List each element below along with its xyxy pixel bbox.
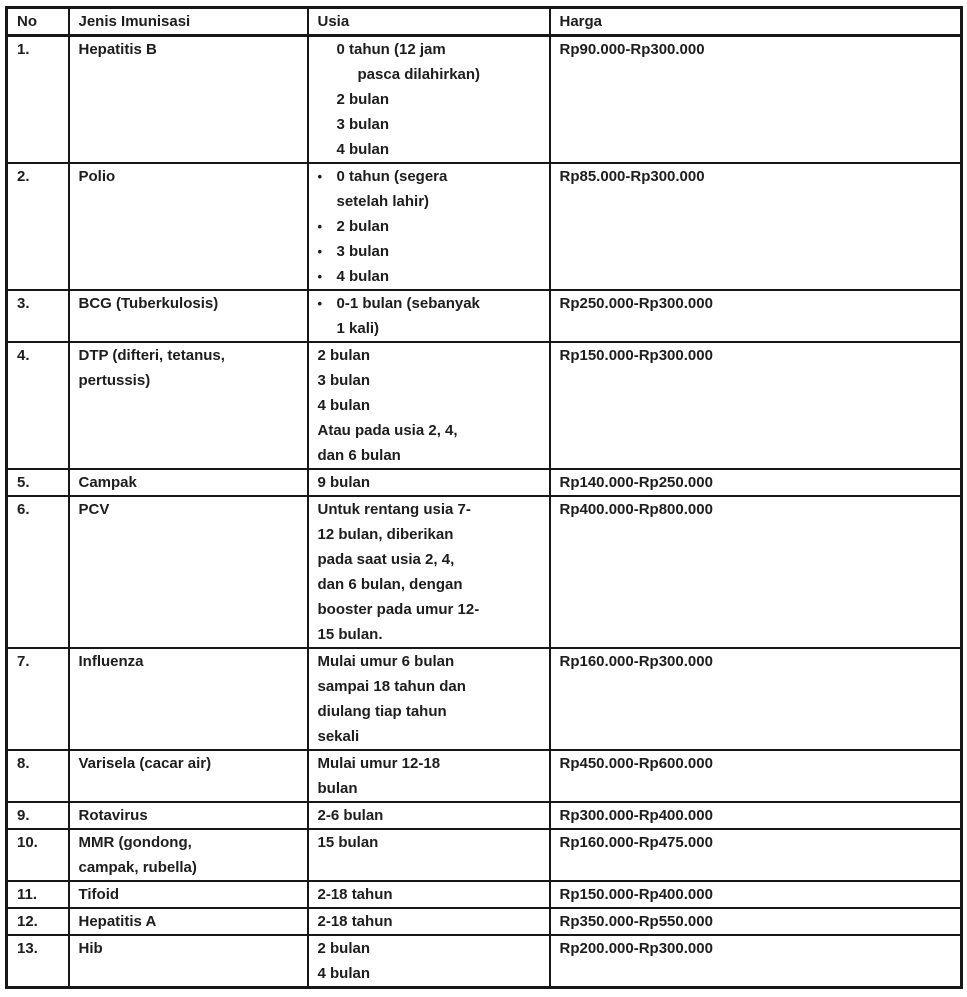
cell-harga: Rp350.000-Rp550.000 bbox=[550, 908, 962, 935]
jenis-line: pertussis) bbox=[78, 372, 151, 389]
cell-usia bbox=[308, 829, 550, 881]
usia-line: 2-18 tahun bbox=[317, 913, 393, 930]
cell-jenis bbox=[69, 469, 308, 496]
cell-no: 11. bbox=[7, 881, 69, 908]
jenis-line: MMR (gondong, bbox=[78, 834, 192, 851]
table-row bbox=[7, 36, 962, 164]
cell-jenis bbox=[69, 802, 308, 829]
cell-no: 1. bbox=[7, 36, 69, 164]
usia-line: 2 bulan bbox=[317, 940, 371, 957]
cell-harga: Rp300.000-Rp400.000 bbox=[550, 802, 962, 829]
column-header-usia: Usia bbox=[308, 8, 550, 36]
usia-text: 0 tahun (segera bbox=[336, 168, 448, 185]
cell-harga: Rp160.000-Rp475.000 bbox=[550, 829, 962, 881]
bullet-icon: • bbox=[317, 244, 323, 259]
usia-line: diulang tiap tahun bbox=[317, 703, 447, 720]
cell-no: 5. bbox=[7, 469, 69, 496]
usia-line: Mulai umur 6 bulan bbox=[317, 653, 455, 670]
usia-line: Mulai umur 12-18 bbox=[317, 755, 441, 772]
column-header-no: No bbox=[7, 8, 69, 36]
usia-line bbox=[318, 291, 544, 316]
jenis-line: campak, rubella) bbox=[78, 859, 197, 876]
cell-usia bbox=[308, 342, 550, 469]
jenis-line: Hib bbox=[78, 940, 103, 957]
usia-line: 2 bulan bbox=[336, 91, 390, 108]
cell-harga: Rp160.000-Rp300.000 bbox=[550, 648, 962, 750]
usia-line: 2 bulan bbox=[317, 347, 371, 364]
cell-harga: Rp450.000-Rp600.000 bbox=[550, 750, 962, 802]
usia-line: 3 bulan bbox=[317, 372, 371, 389]
bullet-icon: • bbox=[317, 169, 323, 184]
table-row bbox=[7, 935, 962, 988]
bullet-icon: • bbox=[317, 296, 323, 311]
jenis-line: Rotavirus bbox=[78, 807, 148, 824]
table-row bbox=[7, 829, 962, 881]
usia-line: 0 tahun (12 jam bbox=[336, 41, 446, 58]
cell-harga: Rp140.000-Rp250.000 bbox=[550, 469, 962, 496]
usia-line: 15 bulan bbox=[317, 834, 379, 851]
table-row bbox=[7, 802, 962, 829]
cell-usia bbox=[308, 163, 550, 290]
usia-line: pasca dilahirkan) bbox=[357, 66, 481, 83]
table-body bbox=[7, 36, 962, 988]
cell-jenis bbox=[69, 496, 308, 648]
cell-no: 9. bbox=[7, 802, 69, 829]
cell-usia bbox=[308, 496, 550, 648]
usia-line: bulan bbox=[317, 780, 358, 797]
cell-usia bbox=[308, 36, 550, 164]
cell-no: 10. bbox=[7, 829, 69, 881]
usia-line: dan 6 bulan bbox=[317, 447, 401, 464]
usia-line: Untuk rentang usia 7- bbox=[317, 501, 471, 518]
table-row bbox=[7, 881, 962, 908]
cell-harga: Rp250.000-Rp300.000 bbox=[550, 290, 962, 342]
usia-text: 3 bulan bbox=[336, 243, 390, 260]
cell-jenis bbox=[69, 750, 308, 802]
cell-harga: Rp400.000-Rp800.000 bbox=[550, 496, 962, 648]
cell-no: 8. bbox=[7, 750, 69, 802]
usia-line: 3 bulan bbox=[336, 116, 390, 133]
cell-no: 2. bbox=[7, 163, 69, 290]
usia-line bbox=[318, 264, 544, 289]
table-row bbox=[7, 648, 962, 750]
usia-line: 4 bulan bbox=[336, 141, 390, 158]
cell-no: 3. bbox=[7, 290, 69, 342]
jenis-line: DTP (difteri, tetanus, bbox=[78, 347, 225, 364]
cell-jenis bbox=[69, 648, 308, 750]
jenis-line: Influenza bbox=[78, 653, 144, 670]
cell-no: 4. bbox=[7, 342, 69, 469]
usia-line: 4 bulan bbox=[317, 965, 371, 982]
cell-usia bbox=[308, 881, 550, 908]
cell-usia bbox=[308, 750, 550, 802]
cell-no: 7. bbox=[7, 648, 69, 750]
cell-no: 12. bbox=[7, 908, 69, 935]
jenis-line: Tifoid bbox=[78, 886, 120, 903]
usia-line: booster pada umur 12- bbox=[317, 601, 480, 618]
cell-jenis bbox=[69, 829, 308, 881]
usia-line bbox=[318, 214, 544, 239]
usia-line: pada saat usia 2, 4, bbox=[317, 551, 455, 568]
usia-text: 2 bulan bbox=[336, 218, 390, 235]
cell-jenis bbox=[69, 163, 308, 290]
usia-line: dan 6 bulan, dengan bbox=[317, 576, 463, 593]
cell-harga: Rp150.000-Rp300.000 bbox=[550, 342, 962, 469]
bullet-icon: • bbox=[317, 269, 323, 284]
cell-usia bbox=[308, 648, 550, 750]
cell-usia bbox=[308, 469, 550, 496]
cell-no: 6. bbox=[7, 496, 69, 648]
usia-line: 1 kali) bbox=[336, 320, 380, 337]
usia-line bbox=[318, 239, 544, 264]
usia-line: 9 bulan bbox=[317, 474, 371, 491]
cell-jenis bbox=[69, 36, 308, 164]
jenis-line: Campak bbox=[78, 474, 137, 491]
cell-jenis bbox=[69, 290, 308, 342]
usia-line: setelah lahir) bbox=[336, 193, 430, 210]
usia-line: 4 bulan bbox=[317, 397, 371, 414]
usia-line: sampai 18 tahun dan bbox=[317, 678, 466, 695]
jenis-line: Polio bbox=[78, 168, 116, 185]
header-row bbox=[7, 8, 962, 36]
usia-text: 0-1 bulan (sebanyak bbox=[336, 295, 480, 312]
cell-jenis bbox=[69, 881, 308, 908]
table-row bbox=[7, 163, 962, 290]
table-row bbox=[7, 750, 962, 802]
usia-line: sekali bbox=[317, 728, 360, 745]
bullet-icon: • bbox=[317, 219, 323, 234]
usia-line: 2-18 tahun bbox=[317, 886, 393, 903]
usia-line: 15 bulan. bbox=[317, 626, 383, 643]
column-header-harga: Harga bbox=[550, 8, 962, 36]
usia-line: Atau pada usia 2, 4, bbox=[317, 422, 458, 439]
table-row bbox=[7, 496, 962, 648]
jenis-line: Varisela (cacar air) bbox=[78, 755, 212, 772]
cell-harga: Rp90.000-Rp300.000 bbox=[550, 36, 962, 164]
cell-harga: Rp200.000-Rp300.000 bbox=[550, 935, 962, 988]
cell-jenis bbox=[69, 908, 308, 935]
cell-usia bbox=[308, 908, 550, 935]
jenis-line: Hepatitis B bbox=[78, 41, 157, 58]
cell-usia bbox=[308, 935, 550, 988]
table-row bbox=[7, 290, 962, 342]
table-row bbox=[7, 908, 962, 935]
usia-line: 12 bulan, diberikan bbox=[317, 526, 454, 543]
usia-line bbox=[318, 164, 544, 189]
usia-text: 4 bulan bbox=[336, 268, 390, 285]
cell-jenis bbox=[69, 935, 308, 988]
jenis-line: Hepatitis A bbox=[78, 913, 157, 930]
jenis-line: BCG (Tuberkulosis) bbox=[78, 295, 219, 312]
column-header-jenis: Jenis Imunisasi bbox=[69, 8, 308, 36]
cell-usia bbox=[308, 290, 550, 342]
immunization-price-table bbox=[5, 6, 963, 989]
cell-usia bbox=[308, 802, 550, 829]
cell-no: 13. bbox=[7, 935, 69, 988]
cell-jenis bbox=[69, 342, 308, 469]
jenis-line: PCV bbox=[78, 501, 110, 518]
cell-harga: Rp85.000-Rp300.000 bbox=[550, 163, 962, 290]
table-row bbox=[7, 342, 962, 469]
cell-harga: Rp150.000-Rp400.000 bbox=[550, 881, 962, 908]
table-row bbox=[7, 469, 962, 496]
usia-line: 2-6 bulan bbox=[317, 807, 384, 824]
